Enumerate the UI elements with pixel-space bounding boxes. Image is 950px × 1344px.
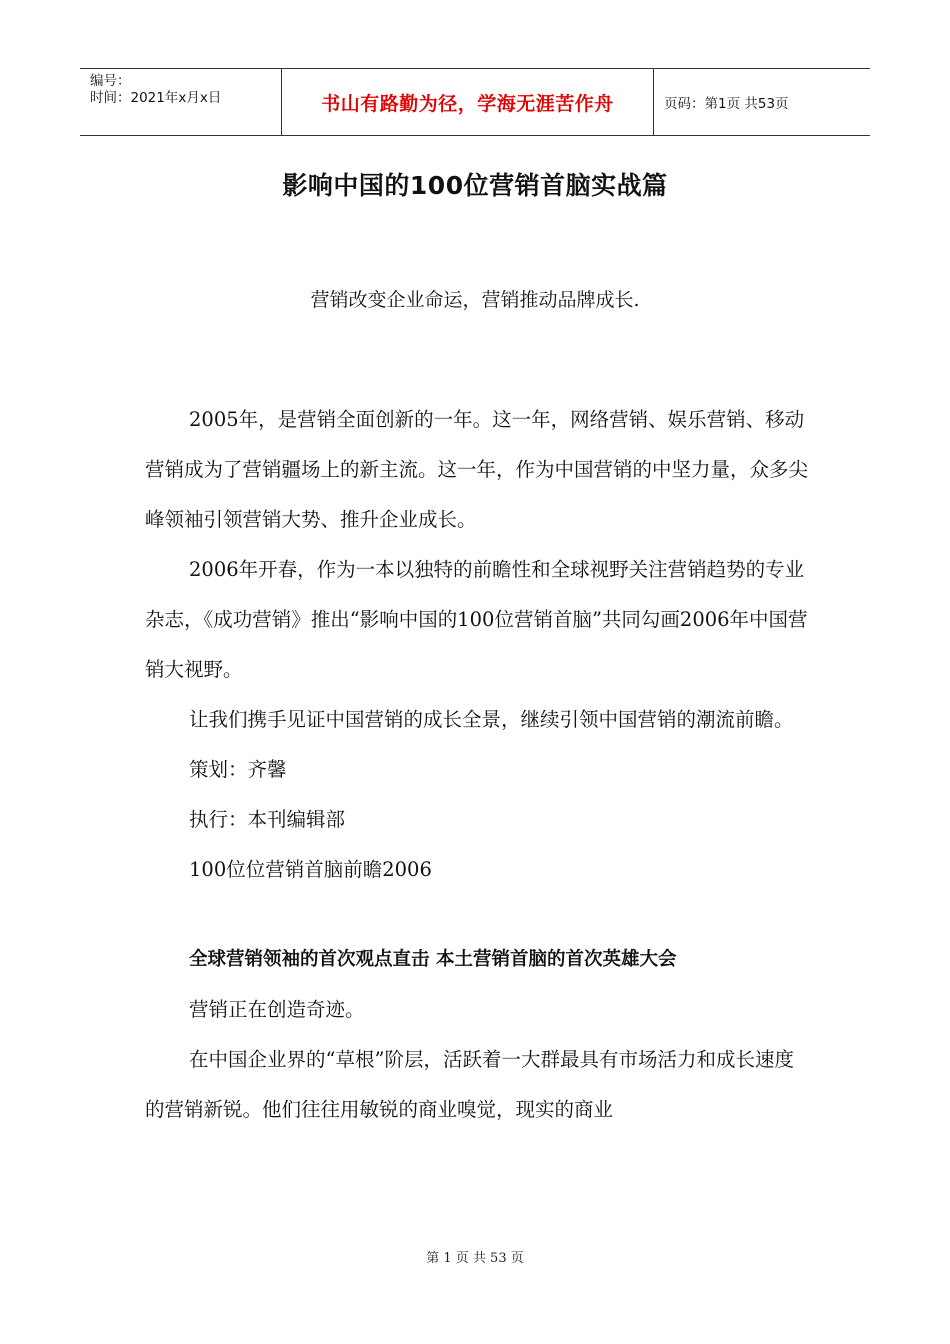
credit-edition: 100位位营销首脑前瞻2006 xyxy=(189,858,432,881)
section-heading: 全球营销领袖的首次观点直击 本土营销首脑的首次英雄大会 xyxy=(189,949,677,970)
document-body xyxy=(145,395,810,1135)
credit-executor: 执行：本刊编辑部 xyxy=(189,808,346,831)
page-header xyxy=(80,68,870,136)
page-footer: 第 1 页 共 53 页 xyxy=(426,1251,524,1266)
body-paragraph-2: 2006年开春，作为一本以独特的前瞻性和全球视野关注营销趋势的专业杂志，《成功营销》推出“影响中国的100位营销首脑”共同勾画2006年中国营销大视野。 xyxy=(145,558,808,681)
doc-number-label: 编号： xyxy=(90,73,131,89)
section-spacer xyxy=(145,895,810,935)
header-page-info: 页码：第1页 共53页 xyxy=(664,96,789,112)
date-line: 时间：2021年x月x日 xyxy=(90,90,222,106)
body-paragraph-3: 让我们携手见证中国营销的成长全景，继续引领中国营销的潮流前瞻。 xyxy=(189,708,794,731)
header-motto: 书山有路勤为径，学海无涯苦作舟 xyxy=(281,69,654,135)
header-meta-cell xyxy=(80,69,281,135)
document-title: 影响中国的100位营销首脑实战篇 xyxy=(282,171,668,200)
document-subtitle: 营销改变企业命运，营销推动品牌成长. xyxy=(310,289,640,311)
section-paragraph: 在中国企业界的“草根”阶层，活跃着一大群最具有市场活力和成长速度的营销新锐。他们往往用敏锐的商业嗅觉，现实的商业 xyxy=(145,1048,794,1121)
section-intro: 营销正在创造奇迹。 xyxy=(189,998,365,1021)
body-paragraph-1: 2005年，是营销全面创新的一年。这一年，网络营销、娱乐营销、移动营销成为了营销疆场上的新主流。这一年，作为中国营销的中坚力量，众多尖峰领袖引领营销大势、推升企业成长。 xyxy=(145,408,809,531)
credit-planner: 策划：齐馨 xyxy=(189,758,287,781)
